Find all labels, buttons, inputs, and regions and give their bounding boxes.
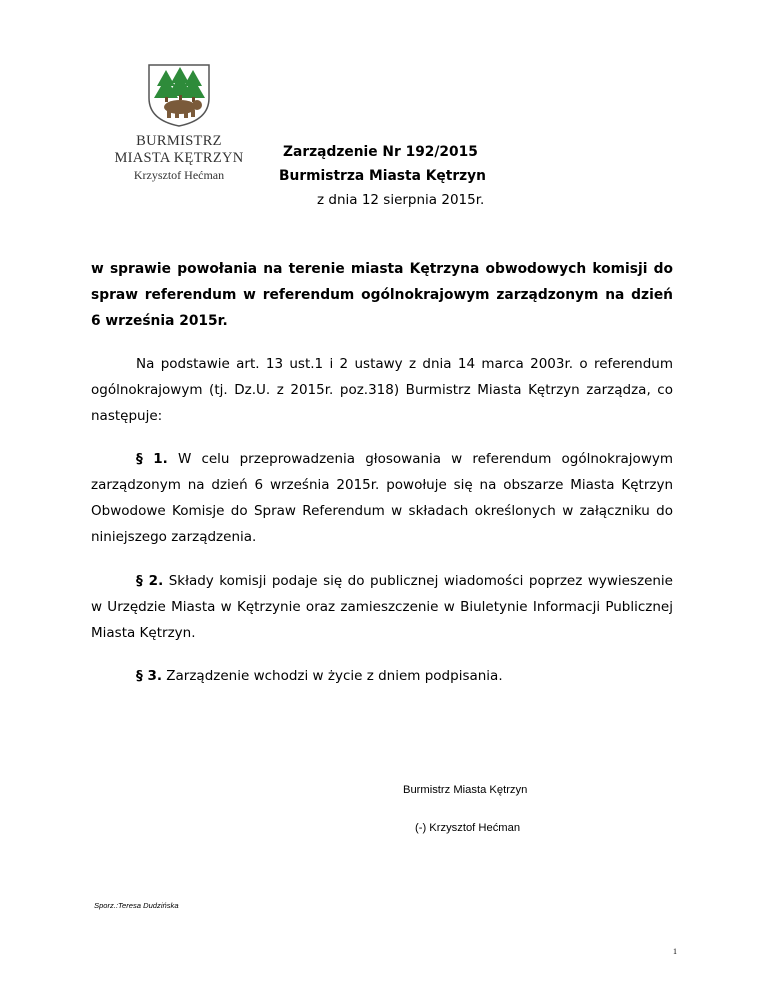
section-2-label: § 2.: [136, 573, 164, 589]
page-number: 1: [673, 947, 677, 956]
section-3-text: Zarządzenie wchodzi w życie z dniem podpisania.: [161, 668, 503, 684]
section-1: [91, 446, 673, 550]
section-3: [91, 663, 673, 689]
signature-title: Burmistrz Miasta Kętrzyn: [403, 784, 528, 796]
coat-of-arms-icon: [146, 62, 212, 128]
prepared-by-note: Sporz.:Teresa Dudzińska: [94, 901, 179, 910]
section-2: [91, 568, 673, 646]
intro-paragraph: Na podstawie art. 13 ust.1 i 2 ustawy z dnia 14 marca 2003r. o referendum ogólnokrajowym (tj. Dz.U. z 2015r. poz.318) Burmistrz Miasta Kętrzyn zarządza, co następuje:: [91, 356, 673, 424]
document-date: z dnia 12 sierpnia 2015r.: [317, 192, 485, 208]
section-3-label: § 3.: [136, 668, 162, 684]
section-1-label: § 1.: [136, 451, 168, 467]
section-1-text: W celu przeprowadzenia głosowania w referendum ogólnokrajowym zarządzonym na dzień 6 września 2015r. powołuje się na obszarze Miasta Kętrzyn Obwodowe Komisje do Spraw Referendum w składach określonych w załączniku do niniejszego zarządzenia.: [91, 451, 673, 545]
document-issuer: Burmistrza Miasta Kętrzyn: [279, 168, 486, 184]
document-subject: w sprawie powołania na terenie miasta Kętrzyna obwodowych komisji do spraw referendum w referendum ogólnokrajowym zarządzonym na dzień 6 września 2015r.: [91, 261, 673, 329]
office-line-3: Krzysztof Hećman: [133, 168, 225, 182]
signature-name: (-) Krzysztof Hećman: [415, 822, 521, 834]
document-title: Zarządzenie Nr 192/2015: [283, 144, 478, 160]
office-line-2: MIASTA KĘTRZYN: [114, 150, 244, 166]
section-2-text: Składy komisji podaje się do publicznej wiadomości poprzez wywieszenie w Urzędzie Miasta w Kętrzynie oraz zamieszczenie w Biuletynie Informacji Publicznej Miasta Kętrzyn.: [91, 573, 673, 641]
office-stamp: [100, 133, 258, 183]
office-line-1: BURMISTRZ: [136, 133, 222, 149]
